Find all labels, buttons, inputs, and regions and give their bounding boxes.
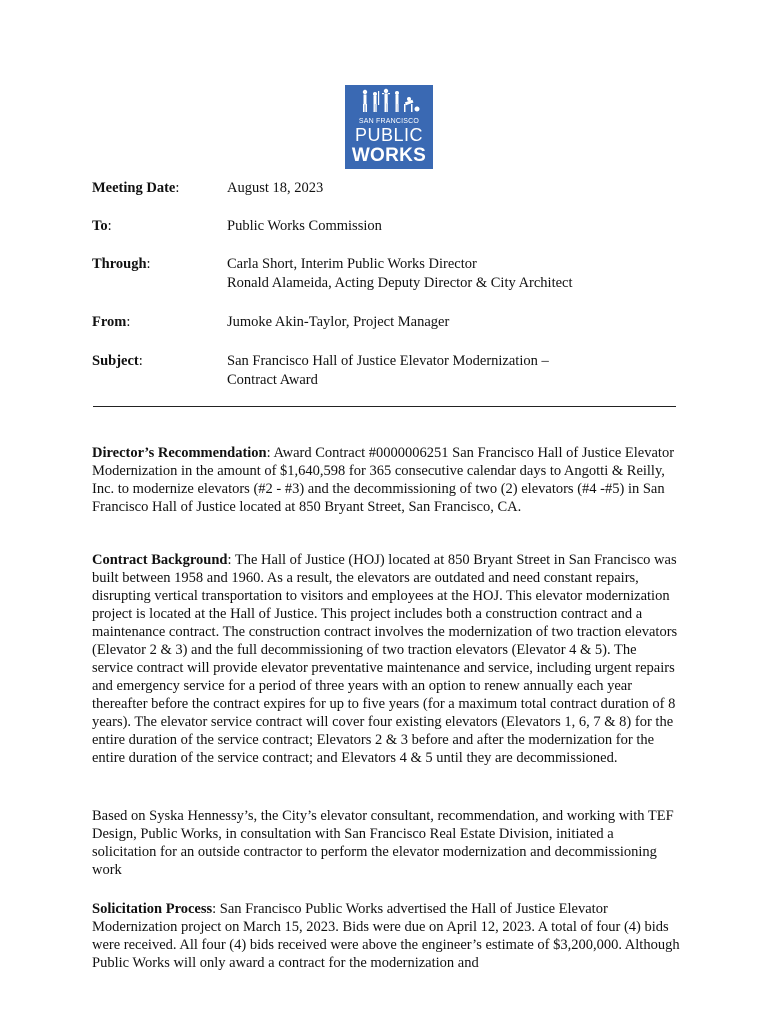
people-silhouette-icon	[345, 85, 433, 119]
meeting-date-label: Meeting Date:	[92, 180, 180, 196]
subject-value-1: San Francisco Hall of Justice Elevator Modernization –	[227, 353, 549, 369]
directors-recommendation-paragraph	[92, 444, 680, 516]
subject-label: Subject:	[92, 353, 143, 369]
directors-recommendation-heading: Director’s Recommendation	[92, 445, 267, 461]
consultant-paragraph: Based on Syska Hennessy’s, the City’s elevator consultant, recommendation, and working with TEF Design, Public Works, in consultation with San Francisco Real Estate Division, initiated a solicitation for an outside contractor to perform the elevator modernization and decommissioning work	[92, 808, 674, 878]
directors-recommendation-text: : Award Contract #0000006251 San Francisco Hall of Justice Elevator Modernization in the amount of $1,640,598 for 365 consecutive calendar days to Angotti & Reilly, Inc. to modernize elevators (#2 - #3) and the decommissioning of two (2) elevators (#4 -#5) in San Francisco Hall of Justice located at 850 Bryant Street, San Francisco, CA.	[92, 445, 675, 515]
logo-line-public: PUBLIC	[354, 125, 424, 145]
solicitation-process-heading: Solicitation Process	[92, 901, 213, 917]
from-value: Jumoke Akin-Taylor, Project Manager	[227, 314, 450, 330]
from-label: From:	[92, 314, 131, 330]
through-value-2: Ronald Alameida, Acting Deputy Director & City Architect	[227, 275, 573, 291]
public-works-logo	[345, 85, 433, 169]
through-value-1: Carla Short, Interim Public Works Director	[227, 256, 477, 272]
contract-background-paragraph	[92, 551, 680, 767]
solicitation-process-text: : San Francisco Public Works advertised the Hall of Justice Elevator Modernization project on March 15, 2023. Bids were due on April 12, 2023. A total of four (4) bids were received. All four (4) bids received were above the engineer’s estimate of $3,200,000. Although Public Works will only award a contract for the modernization and	[92, 901, 680, 971]
logo-line-works: WORKS	[351, 145, 427, 166]
logo-line-san-francisco: SAN FRANCISCO	[358, 118, 420, 125]
meeting-date-value: August 18, 2023	[227, 180, 324, 196]
subject-value-2: Contract Award	[227, 372, 318, 388]
contract-background-heading: Contract Background	[92, 552, 228, 568]
contract-background-text: : The Hall of Justice (HOJ) located at 850 Bryant Street in San Francisco was built between 1958 and 1960. As a result, the elevators are outdated and need constant repairs, disrupting vertical transportation to visitors and employees at the HOJ. This elevator modernization project is located at the Hall of Justice. This project includes both a construction contract and a maintenance contract. The construction contract involves the modernization of two traction elevators (Elevator 2 & 3) and the full decommissioning of two traction elevators (Elevator 4 & 5). The service contract will provide elevator preventative maintenance and service, including urgent repairs and emergency service for a period of three years with an option to renew annually each year thereafter before the contract expires for up to five years (for a maximum total contract duration of 8 years). The elevator service contract will cover four existing elevators (Elevators 1, 6, 7 & 8) for the entire duration of the service contract; Elevators 2 & 3 before and after the modernization for the entire duration of the service contract; and Elevators 4 & 5 until they are decommissioned.	[92, 552, 678, 766]
through-label: Through:	[92, 256, 151, 272]
to-label: To:	[92, 218, 112, 234]
to-value: Public Works Commission	[227, 218, 382, 234]
header-divider	[93, 406, 676, 407]
solicitation-process-paragraph	[92, 900, 680, 972]
